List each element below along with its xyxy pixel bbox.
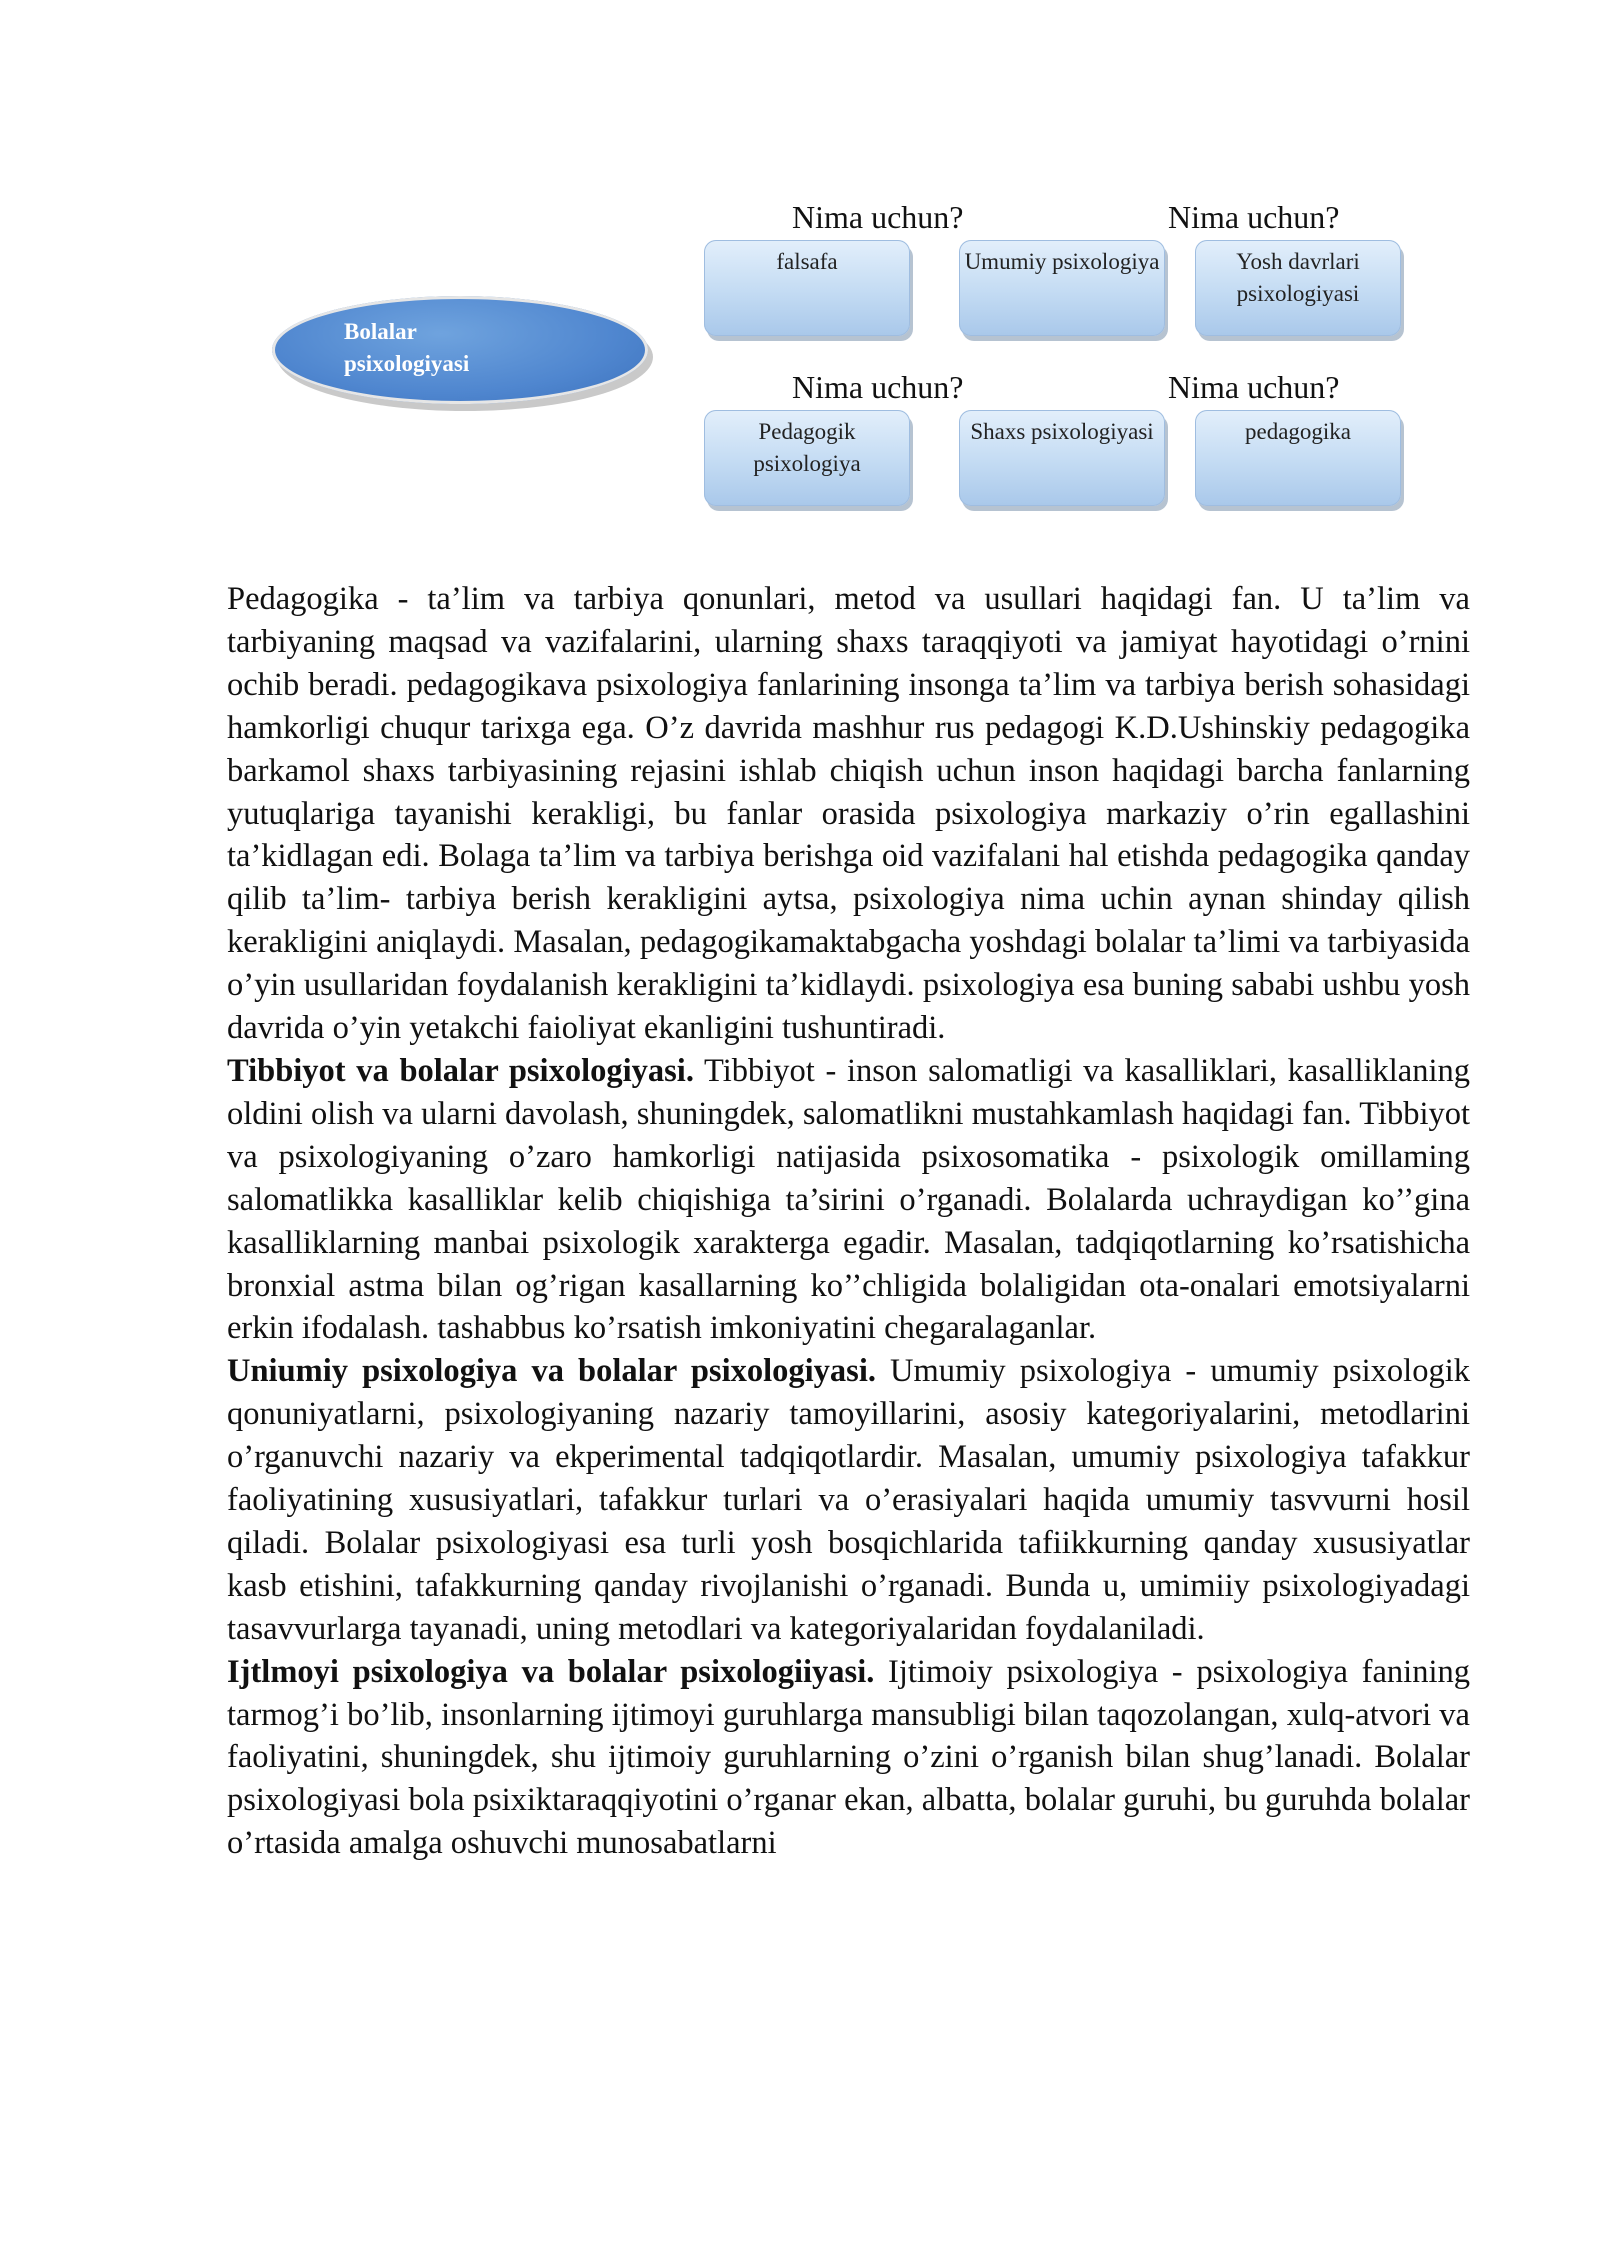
box-pedagogika: pedagogika xyxy=(1195,410,1401,506)
paragraph xyxy=(227,1050,1470,1350)
paragraph-text: Ijtimoiy psixologiya - psixologiya fanining tarmog’i bo’lib, insonlarning ijtimoyi guruhlarga mansubligi bilan taqozolangan, xulq-atvori va faoliyatini, shuningdek, shu ijtimoiy guruhlarning o’zini o’rganish bilan shug’lanadi. Bolalar psixologiyasi bola psixiktaraqqiyotini o’rganar ekan, albatta, bolalar guruhi, bu guruhda bolalar o’rtasida amalga oshuvchi munosabatlarni xyxy=(227,1653,1470,1862)
paragraph-heading: Uniumiy psixologiya va bolalar psixologiyasi. xyxy=(227,1353,876,1390)
paragraph xyxy=(227,1350,1470,1650)
question-label: Nima uchun? xyxy=(792,369,964,405)
paragraph xyxy=(227,578,1470,1050)
paragraph-text: Pedagogika - ta’lim va tarbiya qonunlari, metod va usullari haqidagi fan. U ta’lim va tarbiyaning maqsad va vazifalarini, ularning shaxs taraqqiyoti va jamiyat hayotidagi o’rnini ochib beradi. pedagogikava psixologiya fanlarining insonga ta’lim va tarbiya berish sohasidagi hamkorligi chuqur tarixga ega. O’z davrida mashhur rus pedagogi K.D.Ushinskiy pedagogika barkamol shaxs tarbiyasining rejasini ishlab chiqish uchun inson haqidagi barcha fanlarning yutuqlariga tayanishi kerakligi, bu fanlar orasida psixologiya markaziy o’rin egallashini ta’kidlagan edi. Bolaga ta’lim va tarbiya berishga oid vazifalani hal etishda pedagogika qanday qilib ta’lim- tarbiya berish kerakligini aytsa, psixologiya nima uchin aynan shinday qilish kerakligini aniqlaydi. Masalan, pedagogikamaktabgacha yoshdagi bolalar ta’limi va tarbiyasida o’yin usullaridan foydalanish kerakligini ta’kidlaydi. psixologiya esa buning sababi ushbu yosh davrida o’yin yetakchi faioliyat ekanligini tushuntiradi. xyxy=(227,581,1470,1047)
question-label: Nima uchun? xyxy=(1168,199,1340,235)
paragraph-text: Umumiy psixologiya - umumiy psixologik qonuniyatlarni, psixologiyaning nazariy tamoyillarini, asosiy kategoriyalarini, metodlarini o’rganuvchi nazariy va ekperimental tadqiqotlardir. Masalan, umumiy psixologiya tafakkur faoliyatining xususiyatlari, tafakkur turlari va o’erasiyalari haqida umumiy tasvvurni hosil qiladi. Bolalar psixologiyasi esa turli yosh bosqichlarida tafiikkurning qanday xususiyatlar kasb etishini, tafakkurning qanday rivojlanishi o’rganadi. Bunda u, umimiiy psixologiyadagi tasavvurlarga tayanadi, uning metodlari va kategoriyalaridan foydalaniladi. xyxy=(227,1353,1470,1647)
concept-diagram xyxy=(0,0,1600,540)
paragraph-heading: Ijtlmoyi psixologiya va bolalar psixologiiyasi. xyxy=(227,1653,875,1690)
box-shaxs-psixologiyasi: Shaxs psixologiyasi xyxy=(959,410,1165,506)
center-label: Bolalar psixologiyasi xyxy=(344,319,470,376)
body-text xyxy=(227,578,1470,1865)
box-umumiy-psixologiya: Umumiy psixologiya xyxy=(959,240,1165,336)
box-pedagogik-psixologiya: Pedagogik psixologiya xyxy=(704,410,910,506)
question-label: Nima uchun? xyxy=(792,199,964,235)
box-yosh-davrlari-psixologiyasi: Yosh davrlari psixologiyasi xyxy=(1195,240,1401,336)
paragraph-heading: Tibbiyot va bolalar psixologiyasi. xyxy=(227,1052,694,1089)
box-falsafa: falsafa xyxy=(704,240,910,336)
question-label: Nima uchun? xyxy=(1168,369,1340,405)
paragraph xyxy=(227,1651,1470,1866)
paragraph-text: Tibbiyot - inson salomatligi va kasalliklari, kasalliklaning oldini olish va ularni davolash, shuningdek, salomatlikni mustahkamlash haqidagi fan. Tibbiyot va psixologiyaning o’zaro hamkorligi natijasida psixosomatika - psixologik omillaming salomatlikka kasalliklar kelib chiqishiga ta’sirini o’rganadi. Bolalarda uchraydigan ko’’gina kasalliklarning manbai psixologik xarakterga egadir. Masalan, tadqiqotlarning ko’rsatishicha bronxial astma bilan og’rigan kasallarning ko’’chligida bolaligidan ota-onalari emotsiyalarni erkin ifodalash. tashabbus ko’rsatish imkoniyatini chegaralaganlar. xyxy=(227,1052,1471,1347)
